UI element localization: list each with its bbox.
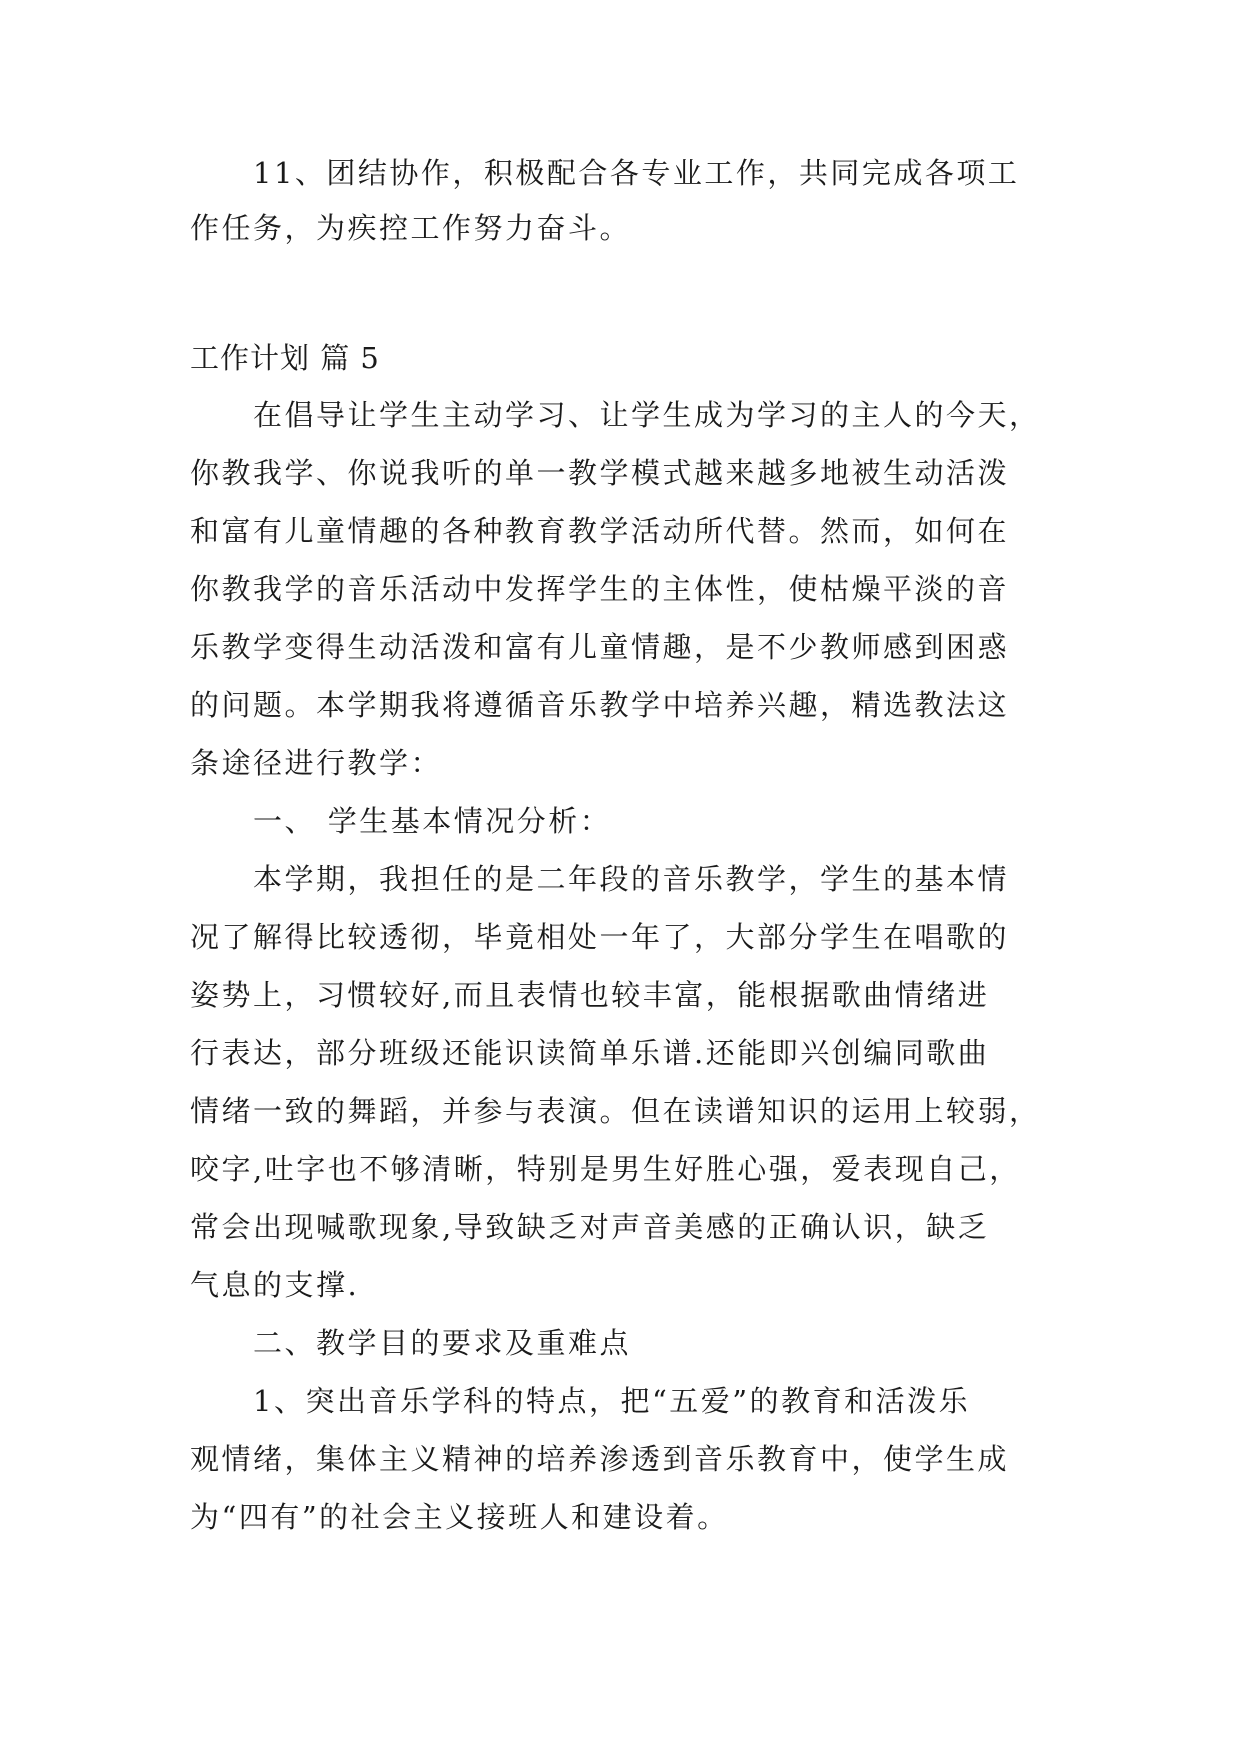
paragraph-line: 情绪一致的舞蹈，并参与表演。但在读谱知识的运用上较弱， [190,1094,1041,1128]
paragraph-line: 在倡导让学生主动学习、让学生成为学习的主人的今天， [253,398,1041,432]
paragraph-line: 11、团结协作，积极配合各专业工作，共同完成各项工 [253,156,1020,190]
paragraph-line: 况了解得比较透彻，毕竟相处一年了，大部分学生在唱歌的 [190,920,1010,954]
paragraph-line: 咬字,吐字也不够清晰，特别是男生好胜心强，爱表现自己， [190,1152,1021,1186]
section-heading: 工作计划 篇 5 [190,341,380,375]
subsection-heading: 一、 学生基本情况分析： [253,804,612,838]
paragraph-line: 乐教学变得生动活泼和富有儿童情趣，是不少教师感到困惑 [190,630,1010,664]
paragraph-line: 常会出现喊歌现象,导致缺乏对声音美感的正确认识，缺乏 [190,1210,990,1244]
paragraph-line: 行表达，部分班级还能识读简单乐谱.还能即兴创编同歌曲 [190,1036,990,1070]
paragraph-line: 和富有儿童情趣的各种教育教学活动所代替。然而，如何在 [190,514,1010,548]
paragraph-line: 你教我学、你说我听的单一教学模式越来越多地被生动活泼 [190,456,1010,490]
paragraph-line: 作任务，为疾控工作努力奋斗。 [190,211,632,245]
paragraph-line: 观情绪，集体主义精神的培养渗透到音乐教育中，使学生成 [190,1442,1010,1476]
subsection-heading: 二、教学目的要求及重难点 [253,1326,632,1360]
paragraph-line: 的问题。本学期我将遵循音乐教学中培养兴趣，精选教法这 [190,688,1010,722]
paragraph-line: 本学期，我担任的是二年段的音乐教学，学生的基本情 [253,862,1010,896]
paragraph-line: 1、突出音乐学科的特点，把“五爱”的教育和活泼乐 [253,1384,971,1418]
paragraph-line: 为“四有”的社会主义接班人和建设着。 [190,1500,729,1534]
paragraph-line: 条途径进行教学： [190,746,443,780]
paragraph-line: 姿势上，习惯较好,而且表情也较丰富，能根据歌曲情绪进 [190,978,990,1012]
paragraph-line: 你教我学的音乐活动中发挥学生的主体性，使枯燥平淡的音 [190,572,1010,606]
paragraph-line: 气息的支撑. [190,1268,360,1302]
